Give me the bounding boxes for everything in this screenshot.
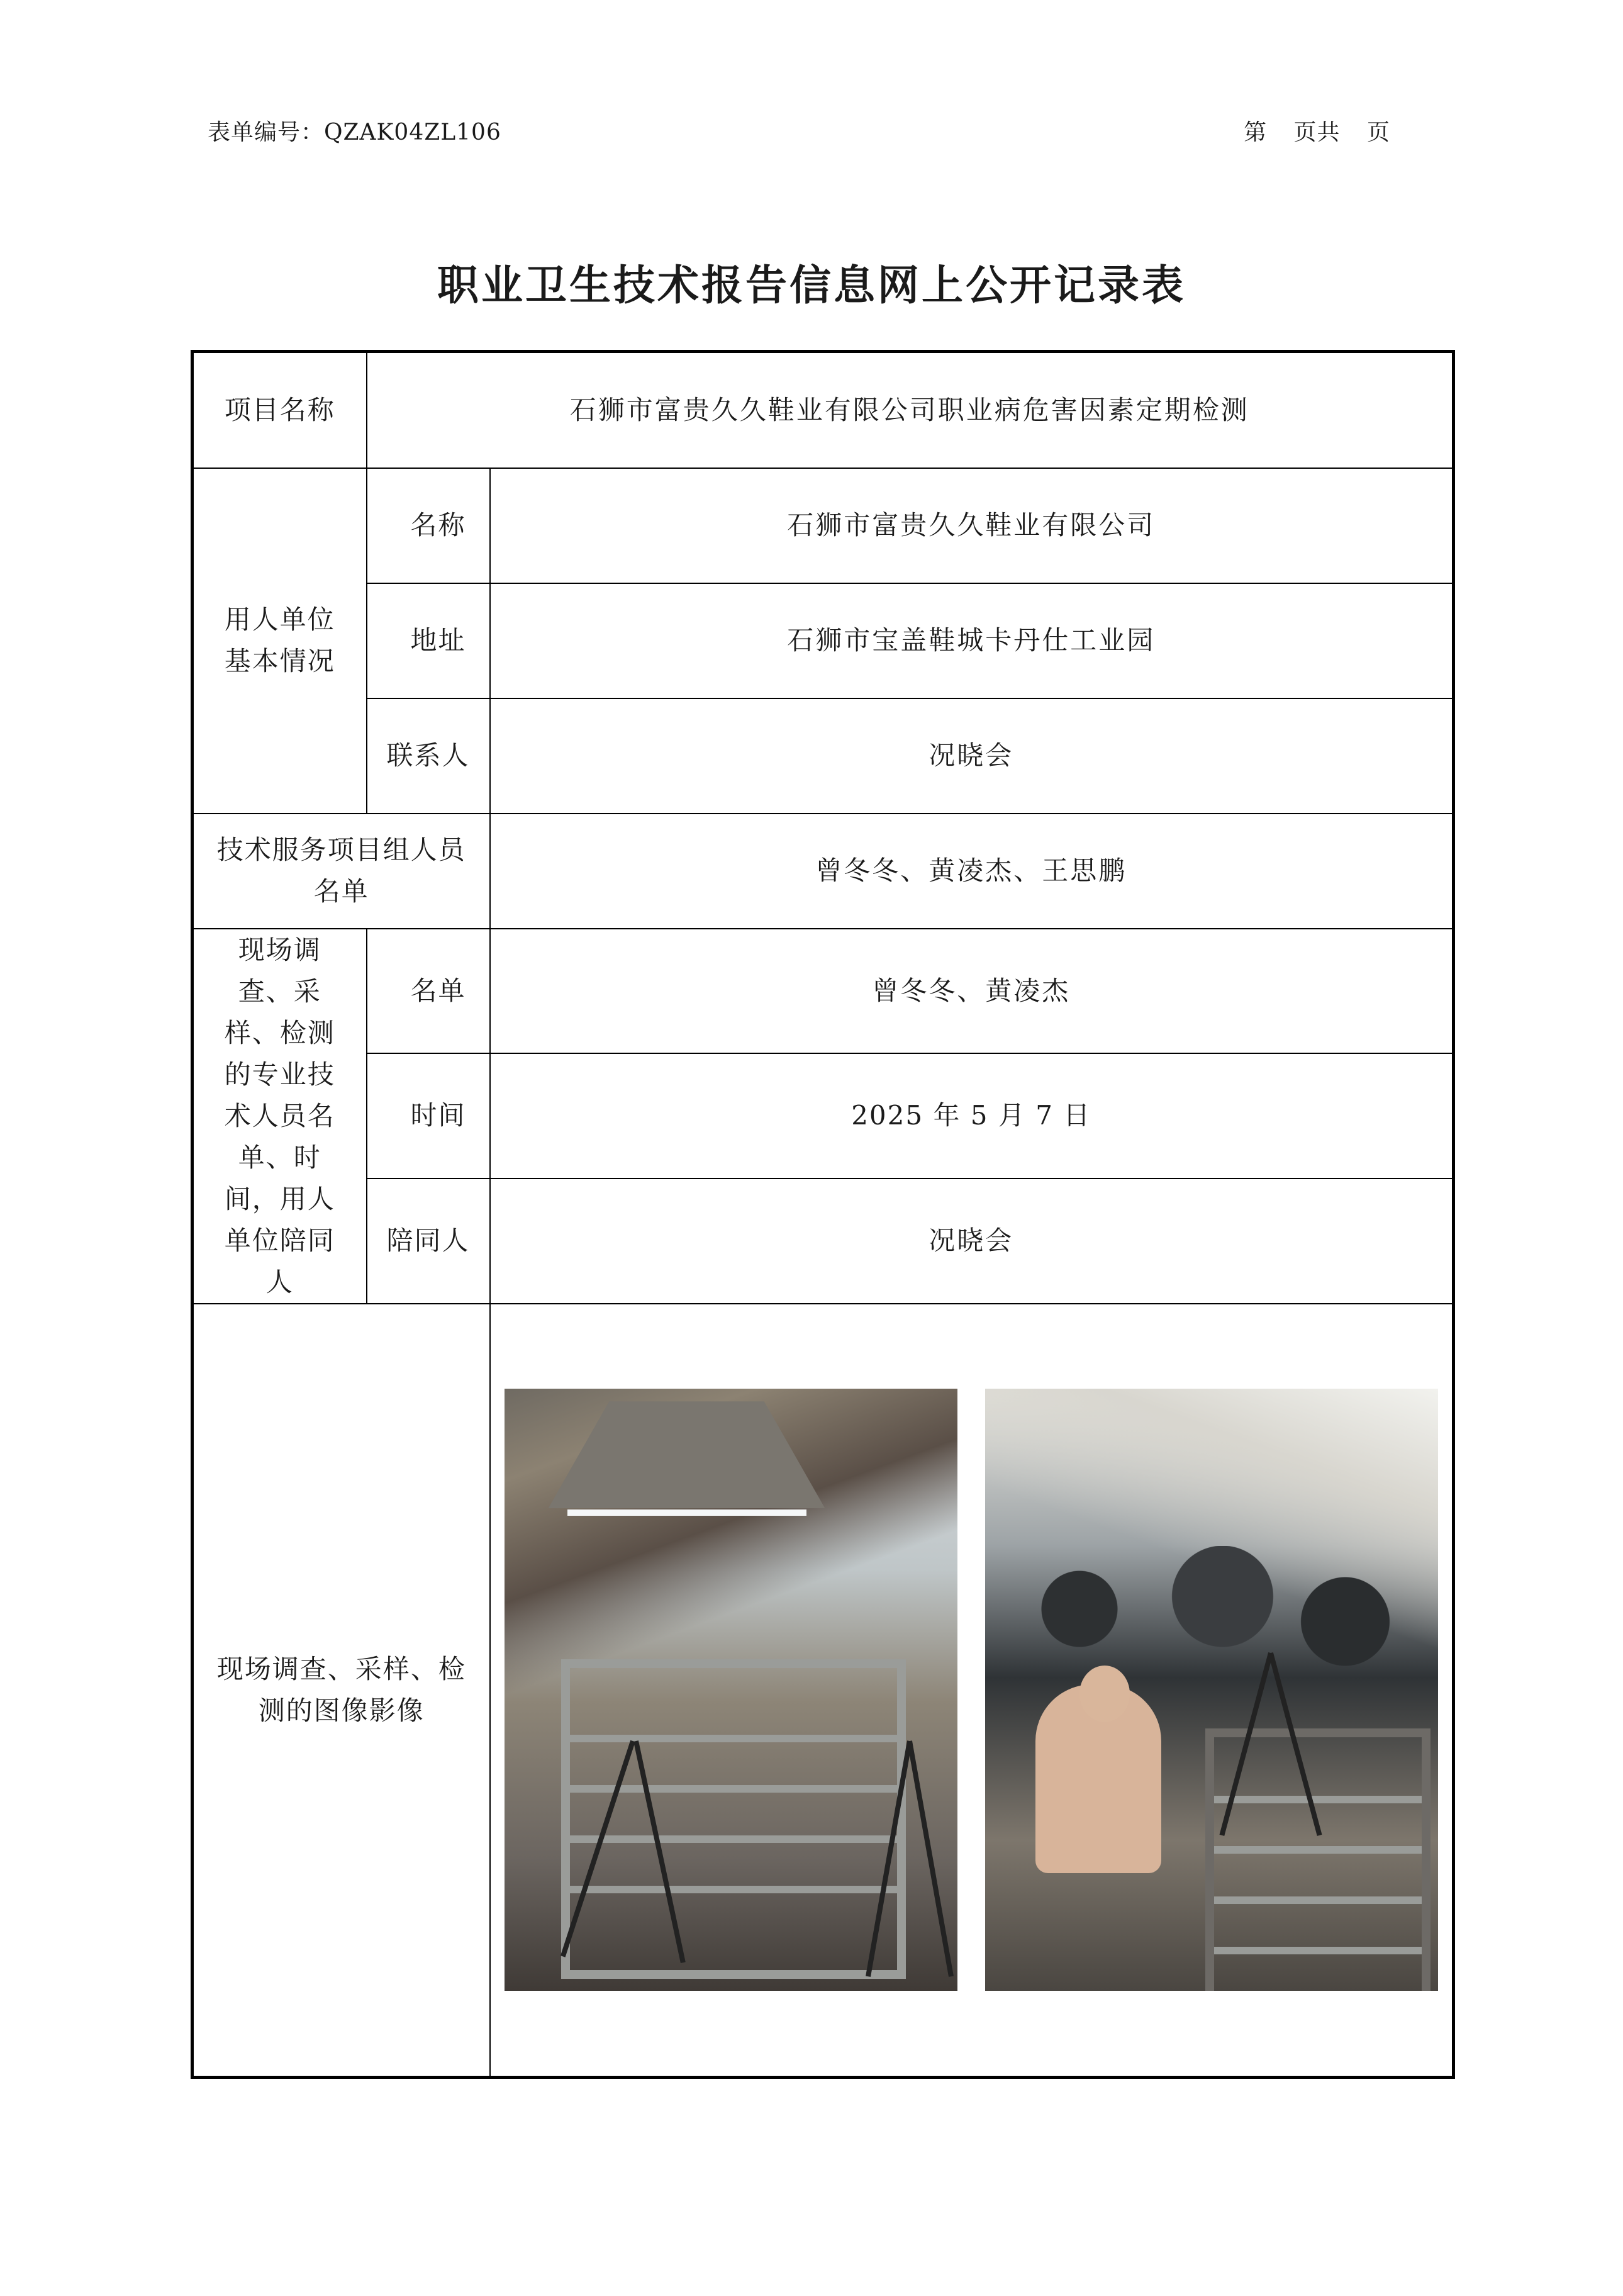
metal-rack-shape: [561, 1659, 906, 1979]
images-cell: [490, 1304, 1454, 2078]
project-label: 项目名称: [192, 352, 367, 468]
employer-name-label: 名称: [367, 468, 490, 583]
employer-name-value: 石狮市富贵久久鞋业有限公司: [490, 468, 1454, 583]
site-photo-worker: [985, 1389, 1438, 1991]
table-row-team: [192, 814, 1454, 929]
employer-contact-label: 联系人: [367, 698, 490, 814]
form-number: 表单编号：QZAK04ZL106: [208, 120, 501, 145]
survey-time-label: 时间: [367, 1053, 490, 1179]
material-bags-shape: [998, 1546, 1407, 1672]
employer-label: 用人单位基本情况: [192, 468, 367, 814]
table-row-employer-contact: [192, 698, 1454, 814]
worker-head-shape: [1079, 1666, 1130, 1722]
team-label: 技术服务项目组人员名单: [192, 814, 490, 929]
page-info: 第 页共 页: [1244, 120, 1390, 145]
survey-companion-label: 陪同人: [367, 1179, 490, 1304]
project-value: 石狮市富贵久久鞋业有限公司职业病危害因素定期检测: [367, 352, 1454, 468]
photo-gallery: [491, 1389, 1453, 1991]
table-row-project: [192, 352, 1454, 468]
table-row-survey-companion: [192, 1179, 1454, 1304]
employer-address-label: 地址: [367, 583, 490, 698]
survey-list-label: 名单: [367, 929, 490, 1054]
table-row-employer-name: [192, 468, 1454, 583]
team-value: 曾冬冬、黄凌杰、王思鹏: [490, 814, 1454, 929]
lamp-shape: [567, 1509, 806, 1516]
employer-contact-value: 况晓会: [490, 698, 1454, 814]
table-row-survey-list: [192, 929, 1454, 1054]
site-photo-sampling-equipment: [505, 1389, 957, 1991]
table-row-employer-address: [192, 583, 1454, 698]
tripod-leg-shape: [907, 1741, 954, 1978]
images-label: 现场调查、采样、检测的图像影像: [192, 1304, 490, 2078]
table-row-images: [192, 1304, 1454, 2078]
record-table: [191, 350, 1455, 2079]
survey-companion-value: 况晓会: [490, 1179, 1454, 1304]
employer-address-value: 石狮市宝盖鞋城卡丹仕工业园: [490, 583, 1454, 698]
survey-label: 现场调查、采样、检测的专业技术人员名单、时间，用人单位陪同人: [192, 929, 367, 1304]
survey-time-value: 2025 年 5 月 7 日: [490, 1053, 1454, 1179]
exhaust-hood-shape: [549, 1401, 825, 1508]
document-title: 职业卫生技术报告信息网上公开记录表: [437, 261, 1186, 310]
survey-list-value: 曾冬冬、黄凌杰: [490, 929, 1454, 1054]
table-row-survey-time: [192, 1053, 1454, 1179]
